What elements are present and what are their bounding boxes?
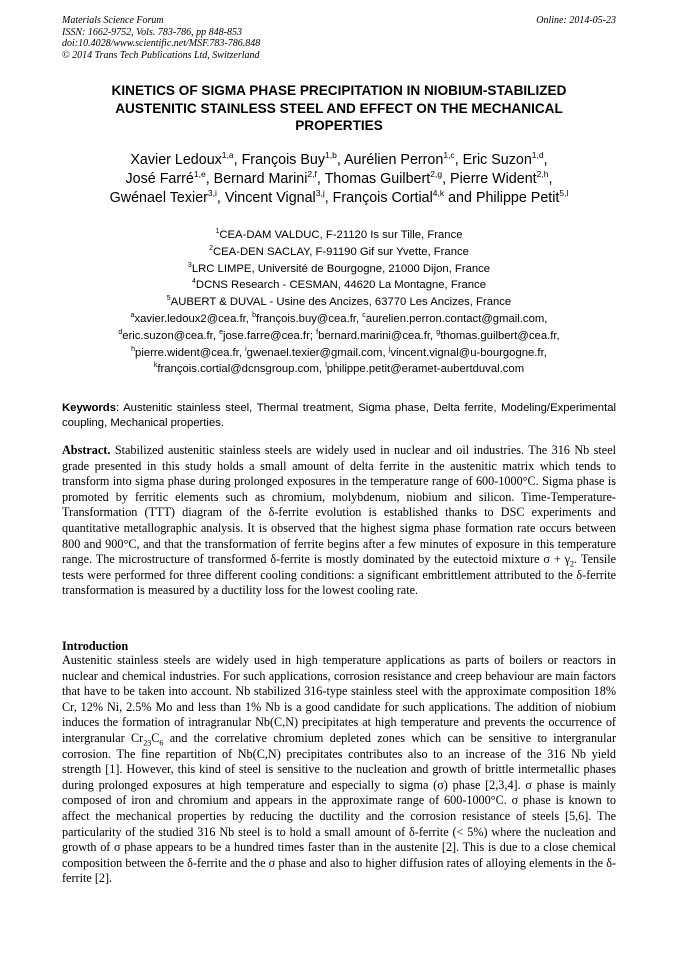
email-sup: e [219, 328, 224, 336]
email: philippe.petit@eramet-aubertduval.com [326, 363, 525, 376]
author-sup: 2,h [536, 169, 549, 179]
abstract-subscript: 2 [570, 559, 575, 569]
author-sep: , [205, 171, 214, 187]
author-sup: 1,b [325, 150, 337, 160]
email: vincent.vignal@u-bourgogne.fr, [390, 346, 547, 359]
author-name: Pierre Wident [450, 171, 537, 187]
affiliation [62, 227, 616, 244]
affiliation-text: LRC LIMPE, Université de Bourgogne, 21000 Dijon, France [191, 262, 491, 275]
email-sup: i [245, 345, 247, 353]
email: jose.farre@cea.fr; [223, 329, 317, 342]
title-line-2: AUSTENITIC STAINLESS STEEL AND EFFECT ON THE MECHANICAL [115, 100, 563, 116]
email-line [62, 328, 616, 345]
email: françois.cortial@dcnsgroup.com, [157, 363, 326, 376]
author-sup: 4,k [432, 188, 445, 198]
author-sep: , [548, 171, 553, 187]
affiliation-text: AUBERT & DUVAL - Usine des Ancizes, 63770 Les Ancizes, France [170, 296, 512, 309]
affiliations-block [62, 227, 616, 378]
email-sup: g [436, 328, 441, 336]
intro-subscript: 23 [143, 738, 152, 748]
author-sep: , [442, 171, 451, 187]
author-name: Aurélien Perron [344, 152, 444, 168]
author-sup: 3,i [207, 188, 217, 198]
author-list [62, 151, 616, 208]
keywords-text: : Austenitic stainless steel, Thermal treatment, Sigma phase, Delta ferrite, Modeling/Experimental coupling, Mechanical properties. [62, 402, 616, 429]
author-sup: 1,d [531, 150, 544, 160]
keywords-paragraph [62, 401, 616, 431]
author-name: Thomas Guilbert [324, 171, 431, 187]
journal-name: Materials Science Forum [62, 15, 164, 26]
author-line [62, 189, 616, 208]
author-sep: , [316, 171, 325, 187]
doi-line: doi:10.4028/www.scientific.net/MSF.783-786.848 [62, 38, 261, 50]
email: aurelien.perron.contact@gmail.com, [365, 312, 548, 325]
affiliation-text: DCNS Research - CESMAN, 44620 La Montagne, France [195, 279, 486, 292]
author-name: Philippe Petit [475, 190, 560, 206]
author-sup: 2,g [430, 169, 443, 179]
author-sup: 5,l [559, 188, 569, 198]
email-line [62, 311, 616, 328]
email: françois.buy@cea.fr, [255, 312, 363, 325]
email-sup: b [252, 311, 256, 319]
affiliation-sup: 4 [192, 278, 196, 286]
title-line-3: PROPERTIES [295, 118, 383, 134]
author-sep: , [336, 152, 344, 168]
intro-text: and the correlative chromium depleted zones which can be sensitive to intergranular corrosion. The fine repartition of Nb(C,N) precipitates contributes also to an increase of the 316 Nb yield strength [1]. However, this kind of steel is sensitive to the nucleation and growth of brittle intermetallic phases during prolonged exposures at high temperature and especially to sigma (σ) phase [2,3,4]. σ phase is mainly composed of iron and chromium and appears in the approximate range of 600-1000°C. σ phase is known to affect the mechanical properties by reducing the ductility and the corrosion resistance of steels [5,6]. The particularity of the studied 316 Nb steel is to hold a small amount of δ-ferrite (< 5%) where the nucleation and growth of σ phase appears to be a hundred times faster than in the austenite [2]. This is due to a close chemical composition between the δ-ferrite and the σ phase and also to higher diffusion rates of alloying elements in the δ-ferrite [2]. [62, 730, 616, 886]
email-line [62, 361, 616, 378]
introduction-paragraph [62, 653, 616, 887]
author-name: François Cortial [332, 190, 433, 206]
author-sep: , [454, 152, 463, 168]
author-name: Bernard Marini [213, 171, 308, 187]
abstract-text: Stabilized austenitic stainless steels are widely used in nuclear and oil industries. The 316 Nb steel grade presented in this study holds a small amount of delta ferrite in the austenitic matrix which tends to transform into sigma phase during prolonged exposures in the temperature range of 600-1000°C. Sigma phase is promoted by ferritic elements such as chromium, molybdenum, niobium and silicon. Time-Temperature-Transformation (TTT) diagram of the δ-ferrite evolution is established thanks to DSC experiments and quantitative metallographic analysis. It is observed that the highest sigma phase formation rate occurs between 800 and 900°C, and that the transformation of ferrite begins after a few minutes of exposure in this temperature range. The microstructure of transformed δ-ferrite is mostly dominated by the eutectoid mixture σ + γ [62, 443, 616, 567]
affiliation-text: CEA-DAM VALDUC, F-21120 Is sur Tille, France [219, 229, 463, 241]
email-sup: d [118, 328, 123, 336]
author-name: Gwénael Texier [109, 190, 208, 206]
email: gwenael.texier@gmail.com, [246, 346, 389, 359]
affiliation-sup: 3 [187, 261, 192, 269]
author-name: François Buy [241, 152, 326, 168]
affiliation-text: CEA-DEN SACLAY, F-91190 Gif sur Yvette, France [212, 245, 469, 258]
affiliation-sup: 5 [166, 295, 171, 303]
email-sup: c [362, 311, 366, 319]
author-name: Vincent Vignal [224, 190, 316, 206]
email: xavier.ledoux2@cea.fr, [134, 312, 253, 325]
email-sup: k [153, 362, 158, 370]
author-name: Eric Suzon [462, 152, 532, 168]
author-line [62, 151, 616, 170]
affiliation [62, 294, 616, 311]
title-line-1: KINETICS OF SIGMA PHASE PRECIPITATION IN NIOBIUM-STABILIZED [111, 83, 567, 98]
author-sup: 3,j [315, 188, 325, 198]
affiliation-sup: 1 [215, 228, 220, 235]
abstract-text: . Tensile tests were performed for three different cooling conditions: a significant embrittlement attributed to the δ-ferrite transformation is measured by a ductility loss for the lowest cooling rate. [62, 552, 616, 598]
affiliation [62, 277, 616, 294]
author-sep: , [216, 190, 225, 206]
email: eric.suzon@cea.fr, [122, 329, 220, 342]
intro-text: Austenitic stainless steels are widely used in high temperature applications as parts of boilers or reactors in nuclear and chemical industries. For such applications, corrosion resistance and creep behaviour are main factors that have to be taken into account. Nb stabilized 316-type stainless steel with the approximate composition 18% Cr, 12% Ni, 2.5% Mo and less than 1% Nb is a good candidate for such applications. The addition of niobium induces the formation of intragranular Nb(C,N) precipitates at high temperature and prevents the occurrence of intergranular Cr [62, 653, 616, 745]
author-name: José Farré [125, 171, 194, 187]
author-sup: 1,e [193, 169, 206, 179]
issn-line: ISSN: 1662-9752, Vols. 783-786, pp 848-853 [62, 26, 242, 38]
author-sep: , [324, 190, 333, 206]
email-sup: j [388, 345, 391, 353]
author-name: Xavier Ledoux [130, 152, 222, 168]
author-line [62, 170, 616, 189]
online-date: Online: 2014-05-23 [536, 15, 616, 26]
email: thomas.guilbert@cea.fr, [440, 329, 560, 342]
email: pierre.wident@cea.fr, [135, 346, 246, 359]
intro-subscript: 6 [159, 738, 164, 748]
email: bernard.marini@cea.fr, [318, 329, 437, 342]
abstract-label: Abstract. [62, 443, 111, 457]
affiliation-sup: 2 [209, 244, 213, 252]
email-sup: h [131, 345, 136, 353]
email-line [62, 345, 616, 362]
email-sup: a [130, 311, 135, 319]
email-sup: l [325, 362, 327, 370]
author-sup: 1,a [221, 150, 234, 160]
affiliation [62, 261, 616, 278]
abstract-paragraph [62, 443, 616, 599]
email-sup: f [316, 328, 319, 336]
copyright-line: © 2014 Trans Tech Publications Ltd, Switzerland [62, 49, 260, 61]
author-sep: , [233, 152, 242, 168]
affiliation [62, 244, 616, 261]
paper-title [62, 82, 616, 135]
intro-text: C [151, 730, 160, 745]
author-sep: , [543, 152, 548, 168]
journal-header [62, 15, 260, 61]
author-sep: and [444, 190, 476, 206]
introduction-heading: Introduction [62, 639, 129, 653]
author-sup: 2,f [307, 169, 317, 179]
author-sup: 1,c [443, 150, 455, 160]
keywords-label: Keywords [62, 402, 116, 414]
